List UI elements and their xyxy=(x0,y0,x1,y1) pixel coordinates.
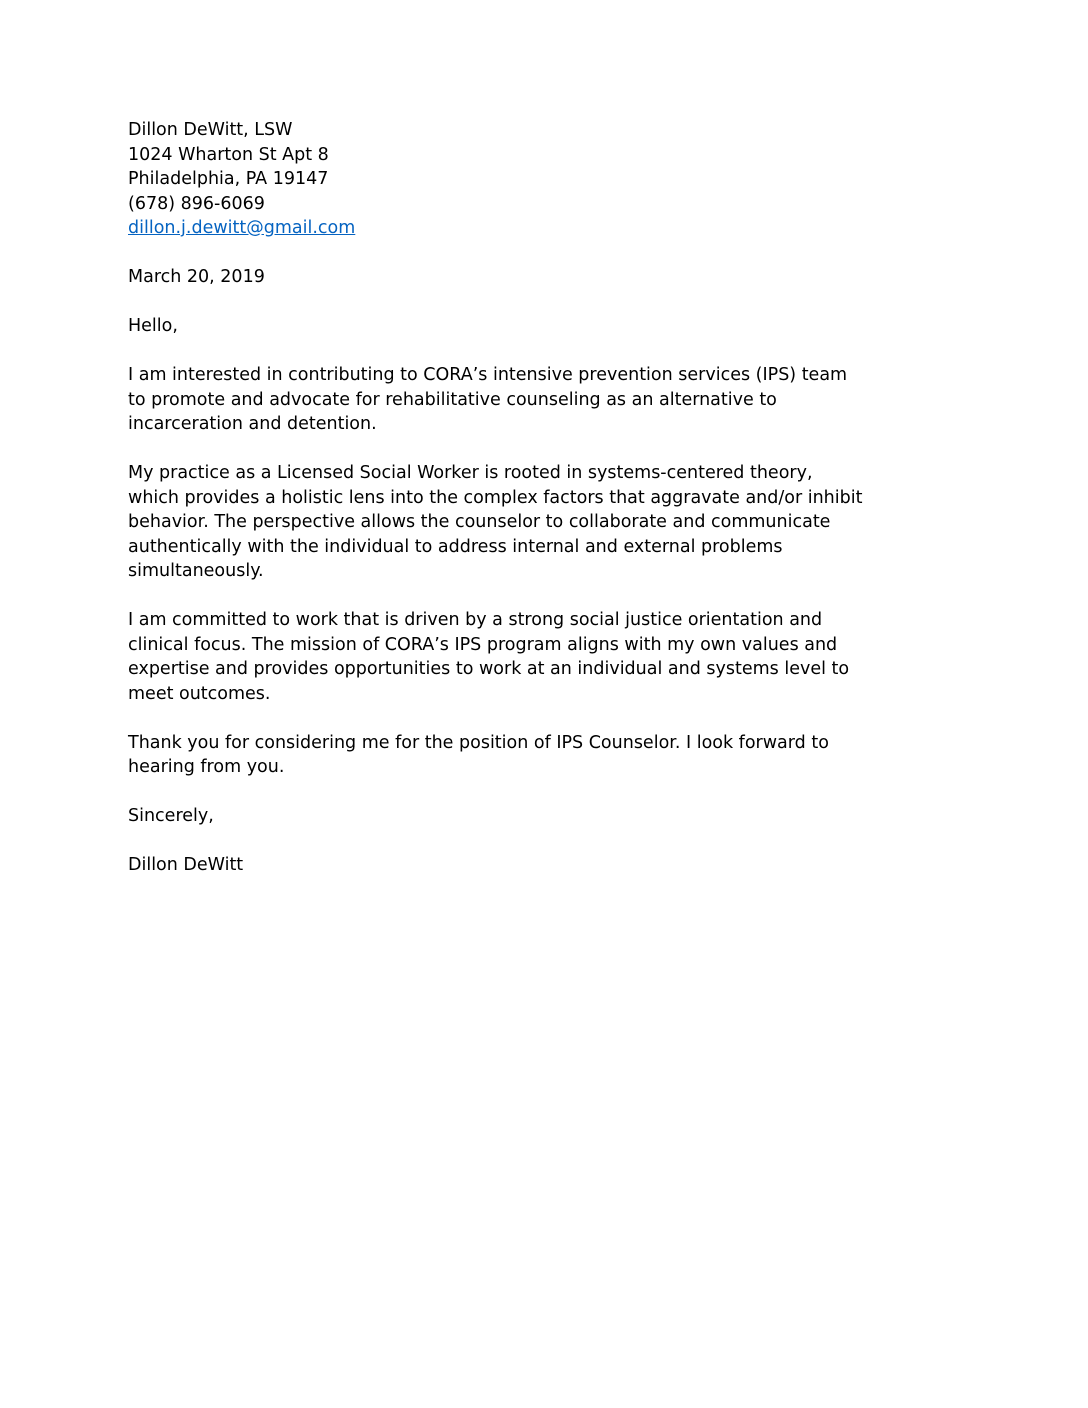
sender-email-link[interactable]: dillon.j.dewitt@gmail.com xyxy=(128,218,356,238)
paragraph-line: My practice as a Licensed Social Worker is rooted in systems-centered theory, xyxy=(128,463,813,483)
paragraph-4 xyxy=(128,731,973,780)
paragraph-line: expertise and provides opportunities to work at an individual and systems level to xyxy=(128,659,850,679)
paragraph-line: I am committed to work that is driven by a strong social justice orientation and xyxy=(128,610,823,630)
paragraph-line: Thank you for considering me for the position of IPS Counselor. I look forward to xyxy=(128,732,829,753)
paragraph-line: simultaneously. xyxy=(128,561,264,581)
sender-address-line2: Philadelphia, PA 19147 xyxy=(128,169,329,189)
paragraph-line: to promote and advocate for rehabilitative counseling as an alternative to xyxy=(128,389,777,410)
signature-name: Dillon DeWitt xyxy=(128,855,244,875)
paragraph-line: hearing from you. xyxy=(128,757,285,777)
sender-address-line1: 1024 Wharton St Apt 8 xyxy=(128,144,329,165)
paragraph-line: incarceration and detention. xyxy=(128,414,377,434)
date-line: March 20, 2019 xyxy=(128,267,265,287)
salutation: Hello, xyxy=(128,316,178,336)
closing: Sincerely, xyxy=(128,806,214,826)
paragraph-line: authentically with the individual to address internal and external problems xyxy=(128,536,783,557)
paragraph-1 xyxy=(128,363,973,437)
paragraph-line: which provides a holistic lens into the complex factors that aggravate and/or inhibit xyxy=(128,487,863,508)
paragraph-2 xyxy=(128,461,973,584)
sender-block xyxy=(128,118,973,241)
sender-name: Dillon DeWitt, LSW xyxy=(128,120,293,140)
letter-content xyxy=(128,118,973,902)
paragraph-line: meet outcomes. xyxy=(128,683,271,704)
paragraph-line: clinical focus. The mission of CORA’s IPS program aligns with my own values and xyxy=(128,634,838,655)
paragraph-line: behavior. The perspective allows the counselor to collaborate and communicate xyxy=(128,512,831,532)
sender-phone: (678) 896-6069 xyxy=(128,193,265,214)
paragraph-3 xyxy=(128,608,973,706)
paragraph-line: I am interested in contributing to CORA’s intensive prevention services (IPS) team xyxy=(128,365,848,385)
sender-email-line xyxy=(128,216,973,241)
